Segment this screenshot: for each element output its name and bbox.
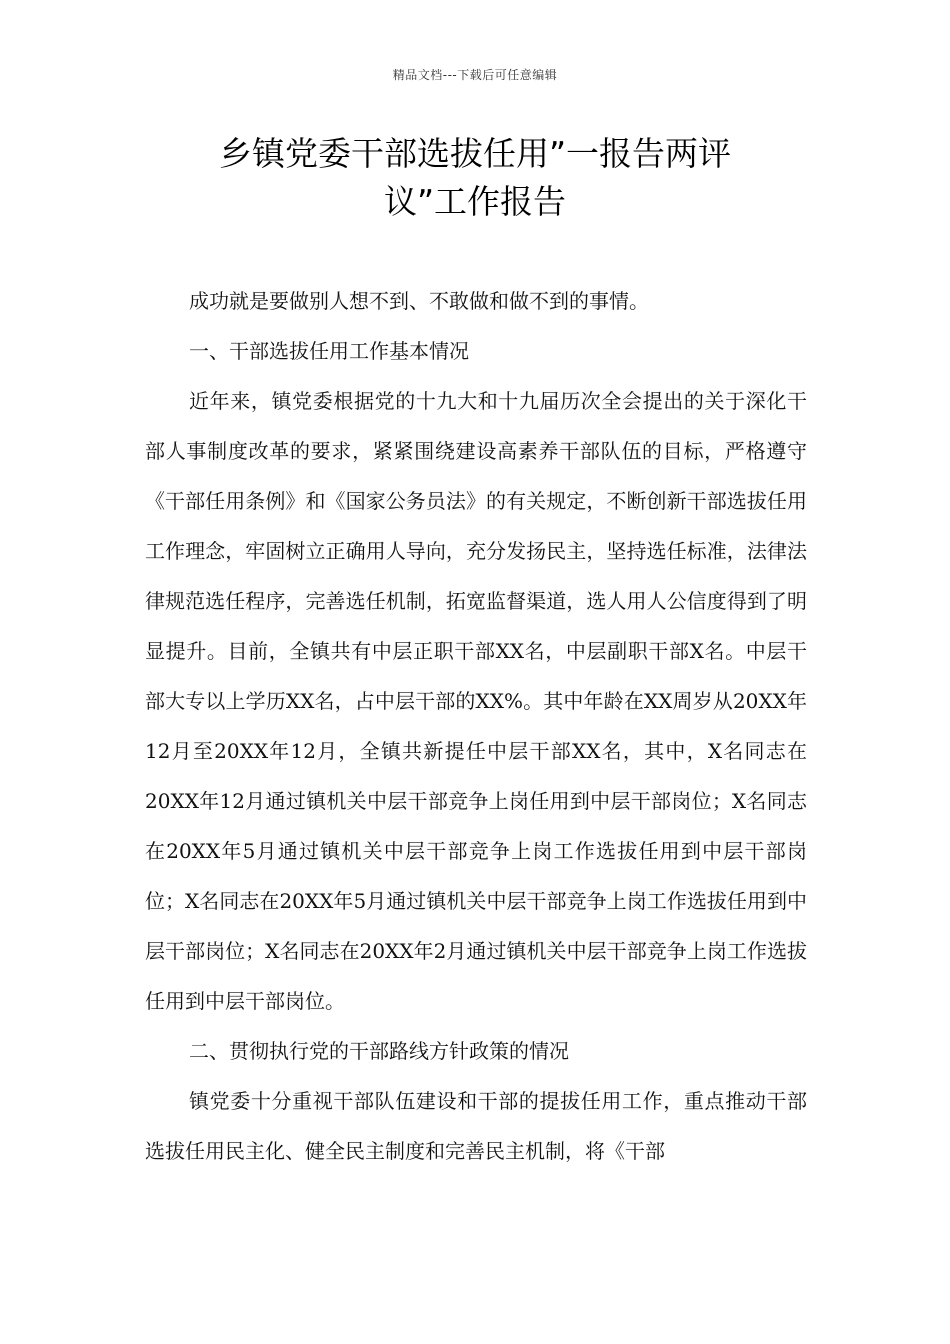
section-heading-2: 二、贯彻执行党的干部路线方针政策的情况 [189, 1039, 569, 1063]
opening-paragraph: 成功就是要做别人想不到、不敢做和做不到的事情。 [189, 289, 649, 313]
document-body [145, 276, 807, 1176]
body-paragraph: 近年来，镇党委根据党的十九大和十九届历次全会提出的关于深化干部人事制度改革的要求，紧紧围绕建设高素养干部队伍的目标，严格遵守《干部任用条例》和《国家公务员法》的有关规定，不断创新干部选拔任用工作理念，牢固树立正确用人导向，充分发扬民主，坚持选任标准，法律法律规范选任程序，完善选任机制，拓宽监督渠道，选人用人公信度得到了明显提升。目前，全镇共有中层正职干部XX名，中层副职干部X名。中层干部大专以上学历XX名，占中层干部的XX%。其中年龄在XX周岁从20XX年12月至20XX年12月，全镇共新提任中层干部XX名，其中，X名同志在20XX年12月通过镇机关中层干部竞争上岗任用到中层干部岗位；X名同志在20XX年5月通过镇机关中层干部竞争上岗工作选拔任用到中层干部岗位；X名同志在20XX年5月通过镇机关中层干部竞争上岗工作选拔任用到中层干部岗位；X名同志在20XX年2月通过镇机关中层干部竞争上岗工作选拔任用到中层干部岗位。 [145, 389, 807, 1013]
title-line-1: 乡镇党委干部选拔任用”一报告两评 [218, 134, 732, 173]
title-line-2: 议”工作报告 [383, 182, 567, 221]
document-title [145, 130, 805, 226]
body-paragraph: 镇党委十分重视干部队伍建设和干部的提拔任用工作，重点推动干部选拔任用民主化、健全民主制度和完善民主机制，将《干部 [145, 1089, 807, 1163]
section-heading-1: 一、干部选拔任用工作基本情况 [189, 339, 469, 363]
header-note: 精品文档---下载后可任意编辑 [392, 68, 558, 82]
